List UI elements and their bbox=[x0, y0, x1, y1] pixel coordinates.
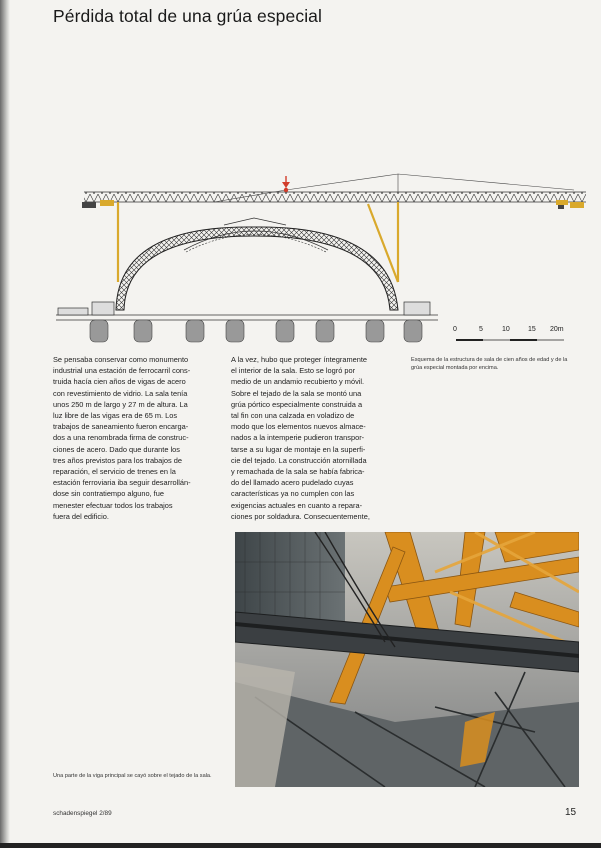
text-line: nados a la intemperie pudieron transpor- bbox=[231, 433, 365, 443]
body-column-1 bbox=[53, 354, 221, 522]
hall-base bbox=[56, 302, 438, 320]
text-line: características ya no cumplen con las bbox=[231, 489, 355, 499]
text-line: ciones de acero. Dado que durante los bbox=[53, 444, 180, 454]
hall-crane-diagram bbox=[54, 170, 594, 350]
hall-arch bbox=[116, 218, 398, 310]
text-line: industrial una estación de ferrocarril cons- bbox=[53, 366, 191, 376]
text-line: medio de un andamio recubierto y móvil. bbox=[231, 377, 365, 387]
crane-girder bbox=[84, 192, 586, 202]
text-line: y remachada de la sala se había fabrica- bbox=[231, 467, 365, 477]
page-edge-shadow bbox=[0, 0, 10, 848]
text-line: tal fin con una calzada en voladizo de bbox=[231, 411, 355, 421]
scale-bar bbox=[452, 326, 570, 350]
text-line: trabajos de saneamiento fueron encarga- bbox=[53, 422, 189, 432]
text-line: unos 250 m de largo y 27 m de altura. La bbox=[53, 399, 188, 409]
page-title: Pérdida total de una grúa especial bbox=[53, 6, 323, 26]
text-line: grúa pórtico especialmente construida a bbox=[231, 399, 363, 409]
text-line: ciones por soldadura. Consecuentemente, bbox=[231, 511, 370, 521]
text-line: cie del tejado. La construcción atornillada bbox=[231, 455, 367, 465]
text-line: con revestimiento de vidrio. La sala tenía bbox=[53, 388, 188, 398]
text-line: fuera del edificio. bbox=[53, 511, 109, 521]
footer-publication: schadenspiegel 2/89 bbox=[53, 810, 112, 817]
text-line: tres años previstos para los trabajos de bbox=[53, 455, 182, 465]
text-line: exigencias actuales en cuanto a repara- bbox=[231, 500, 363, 510]
text-line: truida hacía cien años de vigas de acero bbox=[53, 377, 186, 387]
text-line: tarse a su lugar de montaje en la superfi- bbox=[231, 444, 366, 454]
scale-label-10: 10 bbox=[502, 326, 510, 333]
page-bottom-edge bbox=[0, 843, 601, 848]
text-line: dose sin contratiempo alguno, fue bbox=[53, 489, 164, 499]
text-line: el interior de la sala. Esto se logró por bbox=[231, 366, 356, 376]
text-line: estación ferroviaria iba seguir desarrollán- bbox=[53, 478, 191, 488]
text-line: Sobre el tejado de la sala se montó una bbox=[231, 388, 362, 398]
text-line: luz libre de las vigas era de 65 m. Los bbox=[53, 411, 178, 421]
page-number: 15 bbox=[565, 807, 577, 818]
scale-label-5: 5 bbox=[479, 326, 483, 333]
damage-photo bbox=[235, 532, 579, 787]
body-column-2 bbox=[231, 354, 399, 522]
text-line: menester efectuar todos los trabajos bbox=[53, 500, 173, 510]
text-line: Se pensaba conservar como monumento bbox=[53, 355, 189, 364]
text-line: do del llamado acero pudelado cuyas bbox=[231, 478, 354, 488]
scale-label-20m: 20m bbox=[550, 326, 564, 333]
text-line: A la vez, hubo que proteger íntegramente bbox=[231, 355, 367, 364]
text-line: reparación, el servicio de trenes en la bbox=[53, 467, 176, 477]
diagram-caption: Esquema de la estructura de sala de cien años de edad y de la grúa especial montada por encima. bbox=[411, 357, 568, 371]
text-line: modo que los elementos nuevos almace- bbox=[231, 422, 366, 432]
text-line: dos a una renombrada firma de construc- bbox=[53, 433, 189, 443]
trains bbox=[90, 320, 422, 342]
scale-label-0: 0 bbox=[453, 326, 457, 333]
photo-caption: Una parte de la viga principal se cayó sobre el tejado de la sala. bbox=[53, 773, 212, 779]
scale-label-15: 15 bbox=[528, 326, 536, 333]
